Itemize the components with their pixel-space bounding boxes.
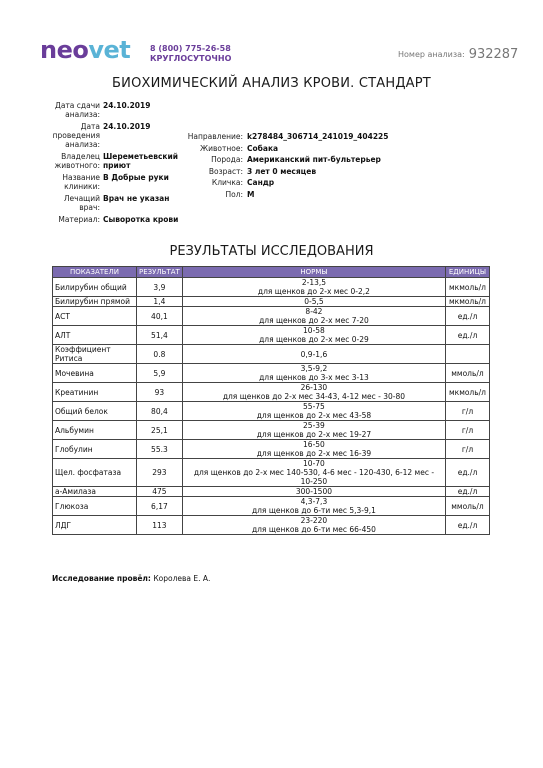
result-value: 293 bbox=[136, 459, 182, 487]
info-value: В Добрые руки bbox=[103, 173, 169, 182]
unit-value: г/л bbox=[445, 402, 489, 421]
indicator-name: АЛТ bbox=[53, 326, 137, 345]
result-value: 25,1 bbox=[136, 421, 182, 440]
results-title: РЕЗУЛЬТАТЫ ИССЛЕДОВАНИЯ bbox=[169, 244, 374, 259]
header-norm: НОРМЫ bbox=[182, 267, 445, 278]
unit-value: мкмоль/л bbox=[445, 383, 489, 402]
info-label: Дата проведения анализа: bbox=[52, 122, 100, 149]
norm-line: для щенков до 2-х мес 140-530, 4-6 мес - 120-430, 6-12 мес - bbox=[193, 468, 435, 477]
result-value: 40,1 bbox=[136, 307, 182, 326]
info-row bbox=[160, 132, 500, 144]
norm-cell bbox=[182, 516, 445, 535]
indicator-name: Мочевина bbox=[53, 364, 137, 383]
table-row bbox=[53, 345, 490, 364]
table-row bbox=[53, 278, 490, 297]
norm-line: для щенков до 2-х мес 19-27 bbox=[256, 430, 372, 439]
norm-line: 23-220 bbox=[300, 516, 328, 525]
norm-line: 0,9-1,6 bbox=[300, 349, 328, 359]
indicator-name: Общий белок bbox=[53, 402, 137, 421]
info-value: Американский пит-бультерьер bbox=[247, 155, 381, 164]
info-label: Возраст: bbox=[208, 166, 243, 176]
norm-cell bbox=[182, 440, 445, 459]
norm-line: для щенков до 2-х мес 16-39 bbox=[256, 449, 372, 458]
norm-cell bbox=[182, 402, 445, 421]
indicator-name: а-Амилаза bbox=[53, 487, 137, 497]
indicator-name: Билирубин прямой bbox=[53, 297, 137, 307]
table-row bbox=[53, 421, 490, 440]
results-table bbox=[52, 266, 490, 535]
unit-value: г/л bbox=[445, 440, 489, 459]
norm-line: 3,5-9,2 bbox=[300, 364, 328, 373]
info-row bbox=[160, 144, 500, 156]
norm-line: 8-42 bbox=[305, 307, 323, 316]
info-row bbox=[160, 167, 500, 179]
info-row bbox=[160, 178, 500, 190]
unit-value: мкмоль/л bbox=[445, 278, 489, 297]
info-row bbox=[160, 190, 500, 202]
result-value: 93 bbox=[136, 383, 182, 402]
info-value: Собака bbox=[247, 143, 279, 153]
norm-cell bbox=[182, 278, 445, 297]
info-right bbox=[160, 132, 500, 201]
norm-line: 4,3-7,3 bbox=[300, 497, 328, 506]
contact-block bbox=[150, 44, 231, 64]
norm-line: для щенков до 2-х мес 0-29 bbox=[259, 335, 369, 344]
norm-cell bbox=[182, 364, 445, 383]
table-row bbox=[53, 364, 490, 383]
norm-cell bbox=[182, 421, 445, 440]
norm-line: 10-250 bbox=[300, 477, 328, 486]
unit-value: г/л bbox=[445, 421, 489, 440]
norm-cell bbox=[182, 345, 445, 364]
norm-line: для щенков до 6-ти мес 5,3-9,1 bbox=[251, 506, 376, 515]
table-row bbox=[53, 440, 490, 459]
unit-value: ммоль/л bbox=[445, 364, 489, 383]
info-label: Лечащий врач: bbox=[63, 194, 100, 212]
table-row bbox=[53, 326, 490, 345]
unit-value: ед./л bbox=[445, 307, 489, 326]
indicator-name: Альбумин bbox=[53, 421, 137, 440]
table-row bbox=[53, 307, 490, 326]
result-value: 0.8 bbox=[136, 345, 182, 364]
norm-line: 55-75 bbox=[303, 402, 325, 411]
indicator-name: Щел. фосфатаза bbox=[53, 459, 137, 487]
norm-line: для щенков до 3-х мес 3-13 bbox=[259, 373, 369, 382]
header-unit: ЕДИНИЦЫ bbox=[445, 267, 489, 278]
document-title: БИОХИМИЧЕСКИЙ АНАЛИЗ КРОВИ. СТАНДАРТ bbox=[112, 76, 431, 91]
result-value: 55.3 bbox=[136, 440, 182, 459]
info-label: Животное: bbox=[200, 143, 243, 153]
norm-line: 10-70 bbox=[303, 459, 325, 468]
info-label: Материал: bbox=[58, 215, 100, 224]
indicator-name: Коэффициент Ритиса bbox=[53, 345, 137, 364]
table-row bbox=[53, 383, 490, 402]
result-value: 5,9 bbox=[136, 364, 182, 383]
table-row bbox=[53, 459, 490, 487]
table-row bbox=[53, 402, 490, 421]
info-row bbox=[160, 155, 500, 167]
norm-line: для щенков до 2-х мес 7-20 bbox=[259, 316, 369, 325]
norm-line: 300-1500 bbox=[295, 487, 332, 496]
norm-line: 10-58 bbox=[303, 326, 325, 335]
info-value: Сыворотка крови bbox=[103, 215, 179, 224]
result-value: 475 bbox=[136, 487, 182, 497]
unit-value: ед./л bbox=[445, 487, 489, 497]
result-value: 113 bbox=[136, 516, 182, 535]
norm-line: 16-50 bbox=[303, 440, 325, 449]
info-label: Кличка: bbox=[211, 178, 243, 187]
info-label: Порода: bbox=[211, 155, 243, 164]
result-value: 3,9 bbox=[136, 278, 182, 297]
info-value: 24.10.2019 bbox=[103, 101, 151, 110]
analysis-number-block bbox=[398, 46, 518, 61]
indicator-name: Глюкоза bbox=[53, 497, 137, 516]
unit-value: ед./л bbox=[445, 459, 489, 487]
info-label: Направление: bbox=[187, 132, 243, 141]
indicator-name: Глобулин bbox=[53, 440, 137, 459]
unit-value bbox=[445, 345, 489, 364]
norm-line: 25-39 bbox=[303, 421, 325, 430]
norm-cell bbox=[182, 459, 445, 487]
logo-vet: vet bbox=[88, 36, 131, 64]
result-value: 51,4 bbox=[136, 326, 182, 345]
info-value: М bbox=[247, 189, 255, 199]
info-value: Сандр bbox=[247, 178, 275, 187]
norm-cell bbox=[182, 383, 445, 402]
unit-value: ед./л bbox=[445, 516, 489, 535]
indicator-name: Билирубин общий bbox=[53, 278, 137, 297]
norm-cell bbox=[182, 487, 445, 497]
info-label: Название клиники: bbox=[62, 173, 100, 191]
signature-label: Исследование провёл: bbox=[52, 574, 151, 583]
norm-cell bbox=[182, 307, 445, 326]
norm-line: для щенков до 2-х мес 34-43, 4-12 мес - 30-80 bbox=[222, 392, 406, 401]
norm-line: для щенков до 2-х мес 0-2,2 bbox=[257, 287, 370, 296]
table-row bbox=[53, 297, 490, 307]
unit-value: ммоль/л bbox=[445, 497, 489, 516]
norm-cell bbox=[182, 497, 445, 516]
result-value: 1,4 bbox=[136, 297, 182, 307]
norm-line: 26-130 bbox=[300, 383, 328, 392]
result-value: 6,17 bbox=[136, 497, 182, 516]
info-value: Врач не указан bbox=[103, 194, 170, 203]
table-row bbox=[53, 497, 490, 516]
table-header-row bbox=[53, 267, 490, 278]
norm-cell bbox=[182, 297, 445, 307]
logo-neo: neo bbox=[40, 36, 89, 64]
info-label: Владелец животного: bbox=[54, 152, 100, 170]
table-row bbox=[53, 516, 490, 535]
info-value: 24.10.2019 bbox=[103, 122, 151, 131]
norm-line: для щенков до 2-х мес 43-58 bbox=[256, 411, 372, 420]
info-row bbox=[52, 101, 192, 119]
analysis-number: 932287 bbox=[468, 47, 519, 62]
analysis-label: Номер анализа: bbox=[398, 50, 465, 59]
norm-line: для щенков до 6-ти мес 66-450 bbox=[251, 525, 376, 534]
info-value: Шереметьевский приют bbox=[103, 152, 178, 170]
indicator-name: ЛДГ bbox=[53, 516, 137, 535]
info-label: Пол: bbox=[225, 189, 243, 199]
norm-cell bbox=[182, 326, 445, 345]
header-result: РЕЗУЛЬТАТ bbox=[136, 267, 182, 278]
info-row bbox=[52, 215, 192, 224]
header-indicator: ПОКАЗАТЕЛИ bbox=[53, 267, 137, 278]
table-row bbox=[53, 487, 490, 497]
info-value: k278484_306714_241019_404225 bbox=[247, 132, 389, 141]
indicator-name: АСТ bbox=[53, 307, 137, 326]
unit-value: ед./л bbox=[445, 326, 489, 345]
signature-name: Королева Е. А. bbox=[153, 574, 211, 583]
logo bbox=[40, 36, 130, 64]
phone-number: 8 (800) 775-26-58 bbox=[150, 44, 231, 53]
indicator-name: Креатинин bbox=[53, 383, 137, 402]
signature bbox=[52, 574, 210, 583]
hours-label: КРУГЛОСУТОЧНО bbox=[150, 54, 232, 63]
info-value: 3 лет 0 месяцев bbox=[247, 166, 317, 176]
unit-value: мкмоль/л bbox=[445, 297, 489, 307]
norm-line: 2-13,5 bbox=[301, 278, 327, 287]
result-value: 80,4 bbox=[136, 402, 182, 421]
norm-line: 0-5,5 bbox=[304, 297, 324, 306]
info-label: Дата сдачи анализа: bbox=[54, 101, 100, 119]
